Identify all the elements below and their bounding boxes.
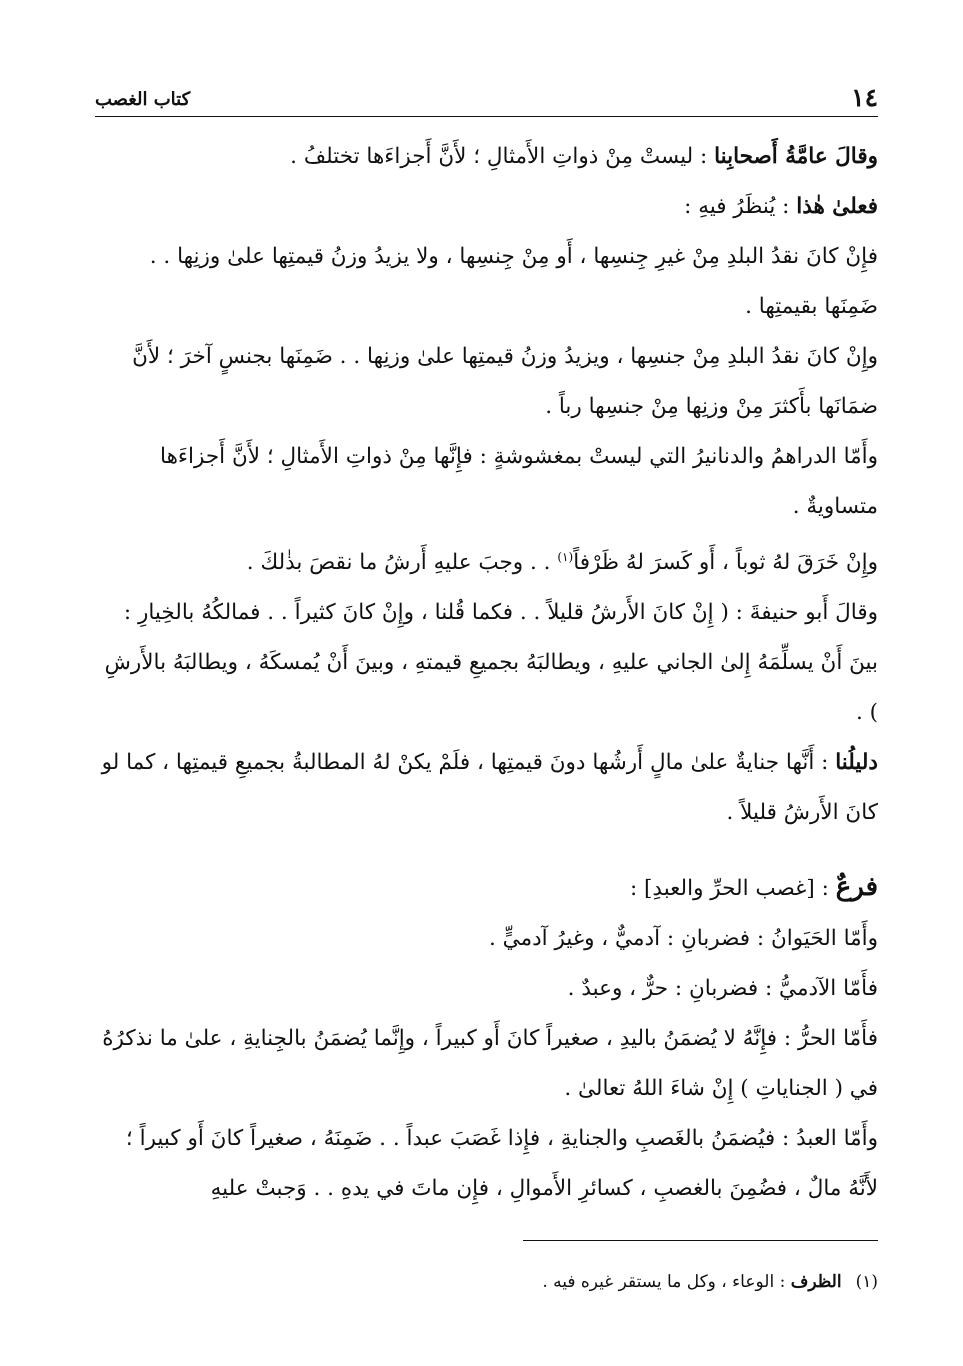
paragraph-text: وقالَ أَبو حنيفةَ : ( إِنْ كانَ الأَرشُ قليلاً . . فكما قُلنا ، وإِنْ كانَ كثيراً . . فمالكُهُ بالخِيارِ : بينَ أَنْ يسلِّمَهُ إِلىٰ الجاني عليهِ ، ويطالبَهُ بجميعِ قيمتهِ ، وبينَ أَنْ يُمسكَهُ ، ويطالبَهُ بالأَرشِ ) . [104, 600, 878, 726]
branch-heading-text: : [غصب الحرِّ والعبدِ] : [629, 876, 836, 902]
page-header [95, 82, 878, 117]
paragraph [95, 588, 878, 738]
paragraph [95, 182, 878, 232]
paragraph-text: وإِنْ كانَ نقدُ البلدِ مِنْ جنسِها ، ويزيدُ وزنُ قيمتِها علىٰ وزنِها . . ضَمِنَها بجنسٍ آخرَ ؛ لأَنَّ ضمَانَها بأَكثرَ مِنْ وزنِها مِنْ جنسِها رباً . [132, 344, 878, 419]
paragraph-text-tail: . . وجبَ عليهِ أَرشُ ما نقصَ بذٰلكَ . [246, 550, 558, 576]
branch-heading [95, 862, 878, 914]
paragraph-text: فأَمّا الحرُّ : فإِنَّهُ لا يُضمَنُ باليدِ ، صغيراً كانَ أَو كبيراً ، وإِنَّما يُضمَنُ بالجِنايةِ ، علىٰ ما نذكرُهُ في ( الجناياتِ ) إِنْ شاءَ اللهُ تعالىٰ . [102, 1026, 878, 1102]
paragraph [95, 914, 878, 964]
paragraph [95, 132, 878, 182]
branch-lead: فرعٌ [835, 872, 878, 903]
paragraph [95, 432, 878, 532]
book-title: كتاب الغصب [95, 89, 191, 110]
footnote-number: (١) [855, 1272, 878, 1292]
paragraph [95, 532, 878, 588]
paragraph [95, 1014, 878, 1114]
paragraph-text: وأَمّا الحَيَوانُ : فضربانِ : آدميٌّ ، وغيرُ آدميٍّ . [488, 926, 878, 952]
paragraph-lead: فعلىٰ هٰذا [796, 194, 878, 219]
paragraph-text: وإِنْ خَرَقَ لهُ ثوباً ، أَو كَسرَ لهُ ظَرْفاً [573, 550, 878, 576]
paragraph-text: فإِنْ كانَ نقدُ البلدِ مِنْ غيرِ جِنسِها ، أَو مِنْ جِنسِها ، ولا يزيدُ وزنُ قيمتِها علىٰ وزنِها . . ضَمِنَها بقيمتِها . [149, 244, 878, 319]
footnote-term: الظرف [790, 1272, 842, 1292]
paragraph-text: فأَمّا الآدميُّ : فضربانِ : حرٌّ ، وعبدٌ . [567, 976, 878, 1002]
paragraph-text: وأَمّا الدراهمُ والدنانيرُ التي ليستْ بمغشوشةٍ : فإِنَّها مِنْ ذواتِ الأَمثالِ ؛ لأَنَّ أَجزاءَها متساويةٌ . [160, 444, 878, 519]
footnote-divider [523, 1240, 878, 1241]
main-text [95, 132, 878, 1214]
paragraph-text: : يُنظَرُ فيهِ : [684, 194, 797, 219]
footnote-reference[interactable]: (١) [557, 550, 574, 564]
paragraph-text: : أَنَّها جنايةٌ علىٰ مالٍ أَرشُها دونَ قيمتِها ، فلَمْ يكنْ لهُ المطالبةُ بجميعِ قيمتِها ، كما لو كانَ الأَرشُ قليلاً . [101, 750, 878, 826]
paragraph [95, 232, 878, 332]
paragraph-text: وأَمّا العبدُ : فيُضمَنُ بالغَصبِ والجنايةِ ، فإِذا غَصَبَ عبداً . . ضَمِنَهُ ، صغيراً كانَ أَو كبيراً ؛ لأَنَّهُ مالٌ ، فضُمِنَ بالغصبِ ، كسائرِ الأَموالِ ، فإِن ماتَ في يدهِ . . وَجبتْ عليهِ [125, 1126, 878, 1202]
paragraph [95, 1114, 878, 1214]
page-number: ١٤ [851, 83, 878, 112]
paragraph [95, 738, 878, 838]
paragraph [95, 332, 878, 432]
footnote [95, 1272, 878, 1292]
paragraph-text: : ليستْ مِنْ ذواتِ الأَمثالِ ؛ لأَنَّ أَجزاءَها تختلفُ . [290, 144, 715, 169]
paragraph-lead: وقالَ عامَّةُ أَصحابِنا [714, 144, 878, 169]
paragraph-lead: دليلُنا [835, 750, 878, 776]
footnote-text: : الوعاء ، وكل ما يستقر غيره فيه . [542, 1272, 791, 1292]
paragraph [95, 964, 878, 1014]
